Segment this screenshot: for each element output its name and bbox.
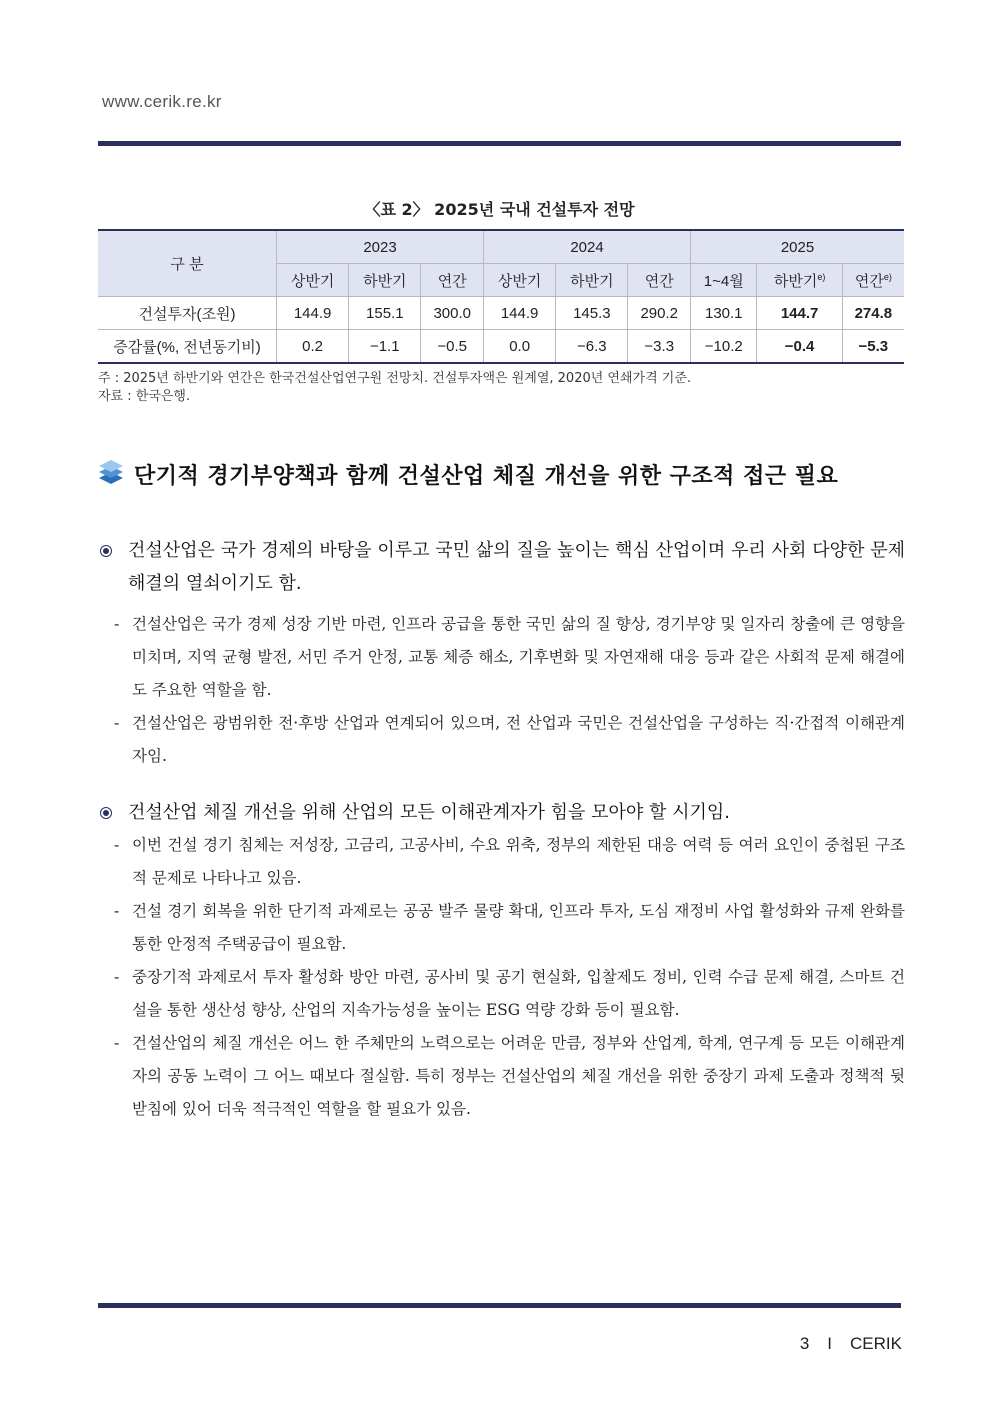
table-cell: 144.9 (484, 297, 556, 330)
list-item (114, 608, 905, 707)
table-notes (98, 370, 691, 406)
row-label: 건설투자(조원) (98, 297, 277, 330)
table-caption: 〈표 2〉 2025년 국내 건설투자 전망 (364, 200, 635, 219)
bullet-group-2 (100, 796, 905, 1126)
list-item (114, 829, 905, 895)
bullet-item (100, 534, 905, 600)
list-item-text: 건설 경기 회복을 위한 단기적 과제로는 공공 발주 물량 확대, 인프라 투자, 도심 재정비 사업 활성화와 규제 완화를 통한 안정적 주택공급이 필요함. (132, 902, 905, 953)
dash-icon: - (114, 902, 120, 920)
table-cell: −0.4 (757, 330, 842, 364)
table-cell: −1.1 (349, 330, 421, 364)
footer-separator: I (827, 1334, 833, 1353)
year-header-2025: 2025 (691, 230, 904, 264)
row-label: 증감률(%, 전년동기비) (98, 330, 277, 364)
table-cell: −6.3 (556, 330, 628, 364)
subheader-estimate: 연간$^{e)}$ (842, 264, 904, 297)
subheader-estimate: 하반기$^{e)}$ (757, 264, 842, 297)
subheader: 하반기 (556, 264, 628, 297)
bullet-text: 건설산업은 국가 경제의 바탕을 이루고 국민 삶의 질을 높이는 핵심 산업이며 우리 사회 다양한 문제 해결의 열쇠이기도 함. (128, 540, 905, 594)
dash-icon: - (114, 714, 120, 732)
table-row (98, 330, 904, 364)
section-title: 단기적 경기부양책과 함께 건설산업 체질 개선을 위한 구조적 접근 필요 (134, 463, 839, 489)
footer-brand: CERIK (850, 1334, 902, 1353)
subheader: 하반기 (349, 264, 421, 297)
layers-icon (98, 458, 124, 490)
dash-icon: - (114, 615, 120, 633)
table-cell: 144.9 (277, 297, 349, 330)
bottom-divider (98, 1303, 901, 1308)
dash-icon: - (114, 968, 120, 986)
top-divider (98, 141, 901, 146)
list-item-text: 건설산업의 체질 개선은 어느 한 주체만의 노력으로는 어려운 만큼, 정부와 산업계, 학계, 연구계 등 모든 이해관계자의 공동 노력이 그 어느 때보다 절실함. 특히 정부는 건설산업의 체질 개선을 위한 중장기 과제 도출과 정책적 뒷받침에 있어 더욱 적극적인 역할을 할 필요가 있음. (132, 1034, 905, 1118)
subheader: 연간 (421, 264, 484, 297)
list-item-text: 중장기적 과제로서 투자 활성화 방안 마련, 공사비 및 공기 현실화, 입찰제도 정비, 인력 수급 문제 해결, 스마트 건설을 통한 생산성 향상, 산업의 지속가능성을 높이는 ESG 역량 강화 등이 필요함. (132, 968, 905, 1019)
dash-icon: - (114, 1034, 120, 1052)
subheader: 상반기 (484, 264, 556, 297)
list-item-text: 이번 건설 경기 침체는 저성장, 고금리, 고공사비, 수요 위축, 정부의 제한된 대응 여력 등 여러 요인이 중첩된 구조적 문제로 나타나고 있음. (132, 836, 905, 887)
bullet-item (100, 796, 905, 829)
dash-icon: - (114, 836, 120, 854)
bullet-icon (100, 534, 128, 567)
table-cell: −3.3 (628, 330, 691, 364)
year-header-2024: 2024 (484, 230, 691, 264)
site-url: www.cerik.re.kr (102, 92, 222, 111)
subheader: 연간 (628, 264, 691, 297)
list-item-text: 건설산업은 국가 경제 성장 기반 마련, 인프라 공급을 통한 국민 삶의 질 향상, 경기부양 및 일자리 창출에 큰 영향을 미치며, 지역 균형 발전, 서민 주거 안정, 교통 체증 해소, 기후변화 및 자연재해 대응 등과 같은 사회적 문제 해결에도 주요한 역할을 함. (132, 615, 905, 699)
bullet-icon (100, 796, 128, 829)
list-item (114, 961, 905, 1027)
bullet-group-1 (100, 534, 905, 773)
year-header-2023: 2023 (277, 230, 484, 264)
table-cell: 300.0 (421, 297, 484, 330)
list-item (114, 1027, 905, 1126)
table-cell: 0.0 (484, 330, 556, 364)
estimate-mark: e) (883, 271, 892, 282)
table-cell: 290.2 (628, 297, 691, 330)
table-cell: 0.2 (277, 330, 349, 364)
table-cell: −5.3 (842, 330, 904, 364)
section-heading (98, 458, 838, 490)
list-item-text: 건설산업은 광범위한 전·후방 산업과 연계되어 있으며, 전 산업과 국민은 건설산업을 구성하는 직·간접적 이해관계자임. (132, 714, 905, 765)
subheader: 상반기 (277, 264, 349, 297)
table-cell: 274.8 (842, 297, 904, 330)
table-cell: −0.5 (421, 330, 484, 364)
subheader: 1~4월 (691, 264, 757, 297)
construction-investment-table (98, 229, 904, 364)
table-row (98, 297, 904, 330)
list-item (114, 707, 905, 773)
page-number: 3 (799, 1334, 810, 1353)
corner-header: 구 분 (98, 230, 277, 297)
page-footer (800, 1334, 902, 1354)
table-cell: −10.2 (691, 330, 757, 364)
table-cell: 155.1 (349, 297, 421, 330)
table-cell: 145.3 (556, 297, 628, 330)
table-source: 자료 : 한국은행. (98, 389, 191, 404)
estimate-mark: e) (817, 271, 826, 282)
bullet-text: 건설산업 체질 개선을 위해 산업의 모든 이해관계자가 힘을 모아야 할 시기임. (128, 802, 730, 823)
list-item (114, 895, 905, 961)
table-note: 주 : 2025년 하반기와 연간은 한국건설산업연구원 전망치. 건설투자액은 원계열, 2020년 연쇄가격 기준. (98, 371, 692, 386)
table-cell: 130.1 (691, 297, 757, 330)
table-cell: 144.7 (757, 297, 842, 330)
